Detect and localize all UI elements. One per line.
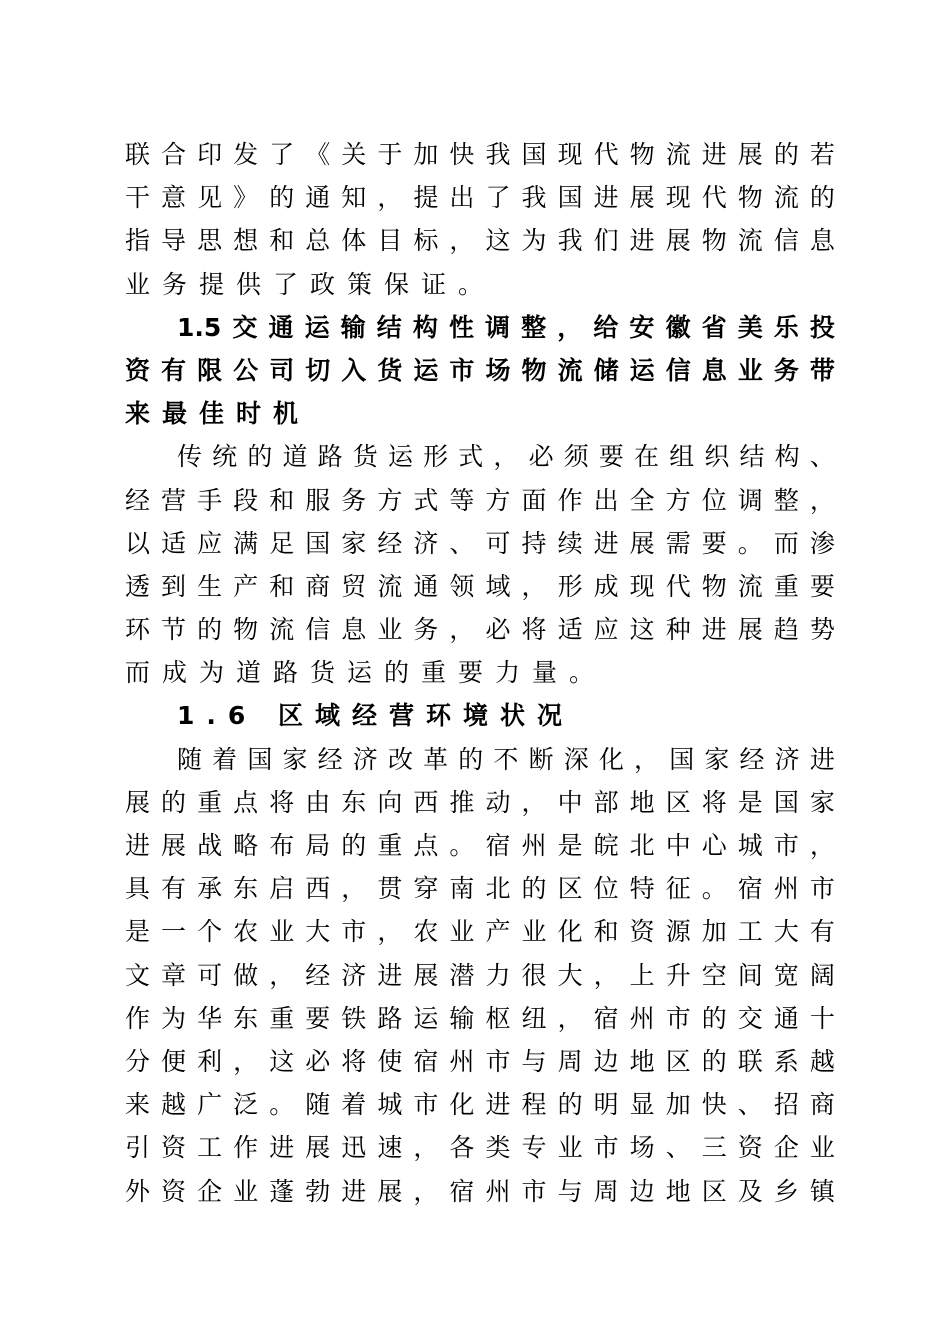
body-text-line: 透 到 生 产 和 商 贸 流 通 领 域 ， 形 成 现 代 物 流 重 要 [125,571,835,601]
body-text-line: 分 便 利 ， 这 必 将 使 宿 州 市 与 周 边 地 区 的 联 系 越 [125,1046,835,1076]
body-text-line: 来 越 广 泛 。 随 着 城 市 化 进 程 的 明 显 加 快 、 招 商 [125,1090,835,1120]
body-text-line: 文 章 可 做 ， 经 济 进 展 潜 力 很 大 ， 上 升 空 间 宽 阔 [125,960,835,990]
body-text-line: 而成为道路货运的重要力量。 [125,658,607,688]
document-page [125,133,835,1213]
body-text-line: 进 展 战 略 布 局 的 重 点 。 宿 州 是 皖 北 中 心 城 市 ， [125,831,835,860]
section-heading-line: 资 有 限 公 司 切 入 货 运 市 场 物 流 储 运 信 息 业 务 带 [125,355,835,385]
body-text-line: 随 着 国 家 经 济 改 革 的 不 断 深 化 ， 国 家 经 济 进 [177,744,835,774]
body-text-line: 业务提供了政策保证。 [125,269,496,299]
section-heading-line: 来最佳时机 [125,399,311,429]
body-text-line: 传 统 的 道 路 货 运 形 式 ， 必 须 要 在 组 织 结 构 、 [177,442,835,472]
body-text-line: 展 的 重 点 将 由 东 向 西 推 动 ， 中 部 地 区 将 是 国 家 [125,787,835,817]
body-text-line: 是 一 个 农 业 大 市 ， 农 业 产 业 化 和 资 源 加 工 大 有 [125,917,835,947]
body-text-line: 外 资 企 业 蓬 勃 进 展 ， 宿 州 市 与 周 边 地 区 及 乡 镇 [125,1176,835,1206]
section-heading-line: 1.6 区域经营环境状况 [177,701,574,731]
body-text-line: 经 营 手 段 和 服 务 方 式 等 方 面 作 出 全 方 位 调 整 ， [125,485,835,515]
body-text-line: 以 适 应 满 足 国 家 经 济 、 可 持 续 进 展 需 要 。 而 渗 [125,528,835,558]
body-text-line: 联 合 印 发 了 《 关 于 加 快 我 国 现 代 物 流 进 展 的 若 [125,140,835,169]
section-heading-line: 1.5 交 通 运 输 结 构 性 调 整 ， 给 安 徽 省 美 乐 投 [177,312,835,342]
body-text-line: 干 意 见 》 的 通 知 ， 提 出 了 我 国 进 展 现 代 物 流 的 [125,183,835,213]
body-text-line: 作 为 华 东 重 要 铁 路 运 输 枢 纽 ， 宿 州 市 的 交 通 十 [125,1003,835,1033]
body-text-line: 指 导 思 想 和 总 体 目 标 ， 这 为 我 们 进 展 物 流 信 息 [125,226,835,256]
body-text-line: 具 有 承 东 启 西 ， 贯 穿 南 北 的 区 位 特 征 。 宿 州 市 [125,874,835,904]
body-text-line: 引 资 工 作 进 展 迅 速 ， 各 类 专 业 市 场 、 三 资 企 业 [125,1133,835,1163]
body-text-line: 环 节 的 物 流 信 息 业 务 ， 必 将 适 应 这 种 进 展 趋 势 [125,615,835,645]
